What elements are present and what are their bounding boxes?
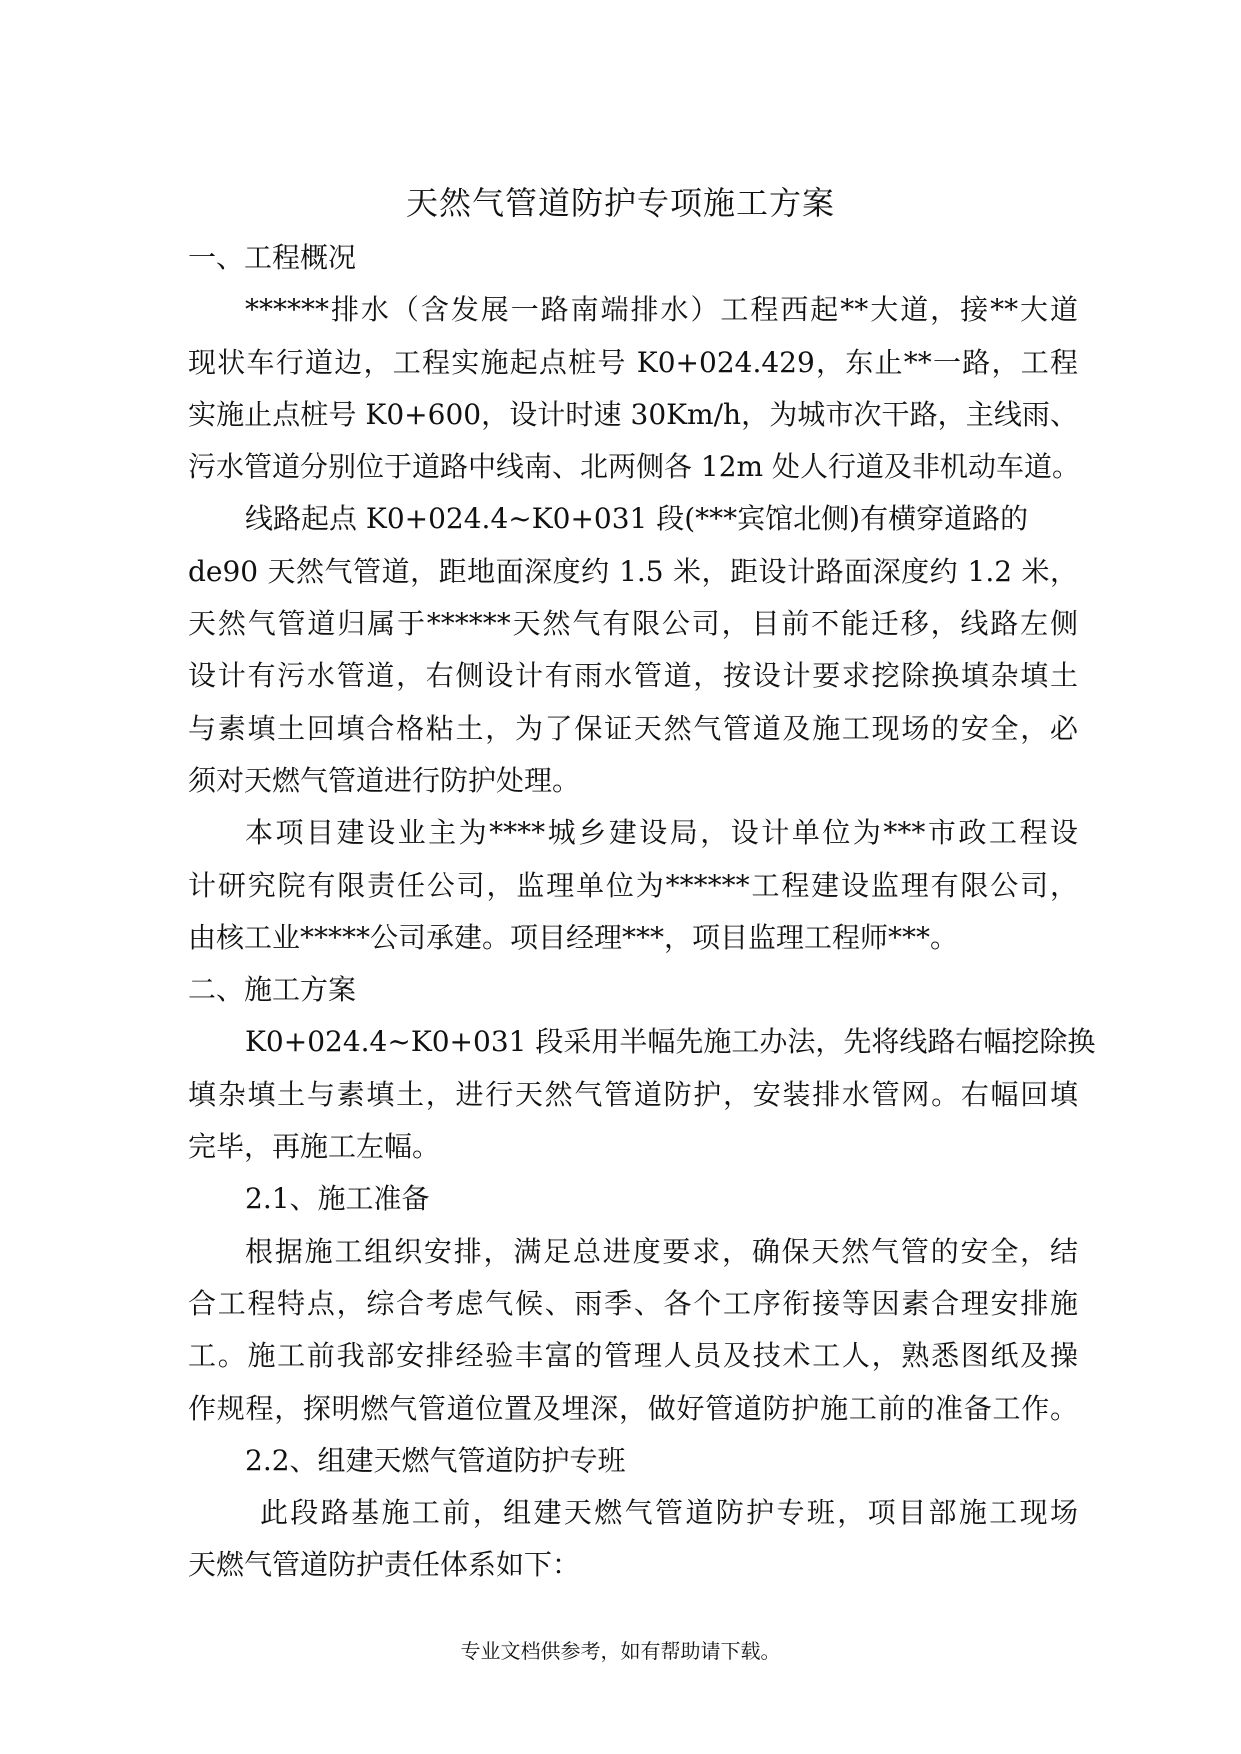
paragraph-line: 根据施工组织安排，满足总进度要求，确保天然气管的安全，结: [245, 1234, 1078, 1268]
paragraph-line: 设计有污水管道，右侧设计有雨水管道，按设计要求挖除换填杂填土: [188, 659, 1078, 693]
document-body: [188, 232, 1096, 1592]
paragraph-line: 此段路基施工前，组建天燃气管道防护专班，项目部施工现场: [260, 1496, 1078, 1530]
paragraph-line: 须对天燃气管道进行防护处理。: [188, 763, 581, 797]
paragraph-line: 线路起点 K0+024.4~K0+031 段(***宾馆北侧)有横穿道路的: [245, 502, 1029, 536]
document-title: 天然气管道防护专项施工方案: [405, 184, 835, 222]
paragraph-line: ******排水（含发展一路南端排水）工程西起**大道，接**大道: [245, 293, 1078, 327]
paragraph-line: 由核工业*****公司承建。项目经理***，项目监理工程师***。: [188, 920, 959, 954]
subsection-heading-preparation: 2.1、施工准备: [245, 1182, 430, 1216]
paragraph-line: 填杂填土与素填土，进行天然气管道防护，安装排水管网。右幅回填: [188, 1077, 1078, 1111]
paragraph-line: 工。施工前我部安排经验丰富的管理人员及技术工人，熟悉图纸及操: [188, 1339, 1078, 1373]
paragraph-line: 污水管道分别位于道路中线南、北两侧各 12m 处人行道及非机动车道。: [188, 450, 1080, 484]
paragraph-line: de90 天然气管道，距地面深度约 1.5 米，距设计路面深度约 1.2 米，: [188, 554, 1078, 588]
subsection-heading-team: 2.2、组建天燃气管道防护专班: [245, 1443, 626, 1477]
paragraph-line: K0+024.4~K0+031 段采用半幅先施工办法，先将线路右幅挖除换: [245, 1025, 1096, 1059]
paragraph-line: 天然气管道归属于******天然气有限公司，目前不能迁移，线路左侧: [188, 607, 1078, 641]
paragraph-line: 实施止点桩号 K0+600，设计时速 30Km/h，为城市次干路，主线雨、: [188, 397, 1078, 431]
paragraph-line: 天燃气管道防护责任体系如下：: [188, 1548, 581, 1582]
paragraph-line: 完毕，再施工左幅。: [188, 1130, 441, 1164]
paragraph-line: 计研究院有限责任公司，监理单位为******工程建设监理有限公司，: [188, 868, 1078, 902]
section-heading-plan: 二、施工方案: [188, 973, 357, 1007]
section-heading-overview: 一、工程概况: [188, 241, 357, 274]
paragraph-line: 现状车行道边，工程实施起点桩号 K0+024.429，东止**一路，工程: [188, 345, 1078, 379]
paragraph-line: 合工程特点，综合考虑气候、雨季、各个工序衔接等因素合理安排施: [188, 1286, 1078, 1320]
paragraph-line: 本项目建设业主为****城乡建设局，设计单位为***市政工程设: [245, 816, 1078, 850]
paragraph-line: 与素填土回填合格粘土，为了保证天然气管道及施工现场的安全，必: [188, 711, 1078, 745]
page-footer: 专业文档供参考，如有帮助请下载。: [460, 1639, 781, 1663]
paragraph-line: 作规程，探明燃气管道位置及埋深，做好管道防护施工前的准备工作。: [188, 1391, 1078, 1425]
